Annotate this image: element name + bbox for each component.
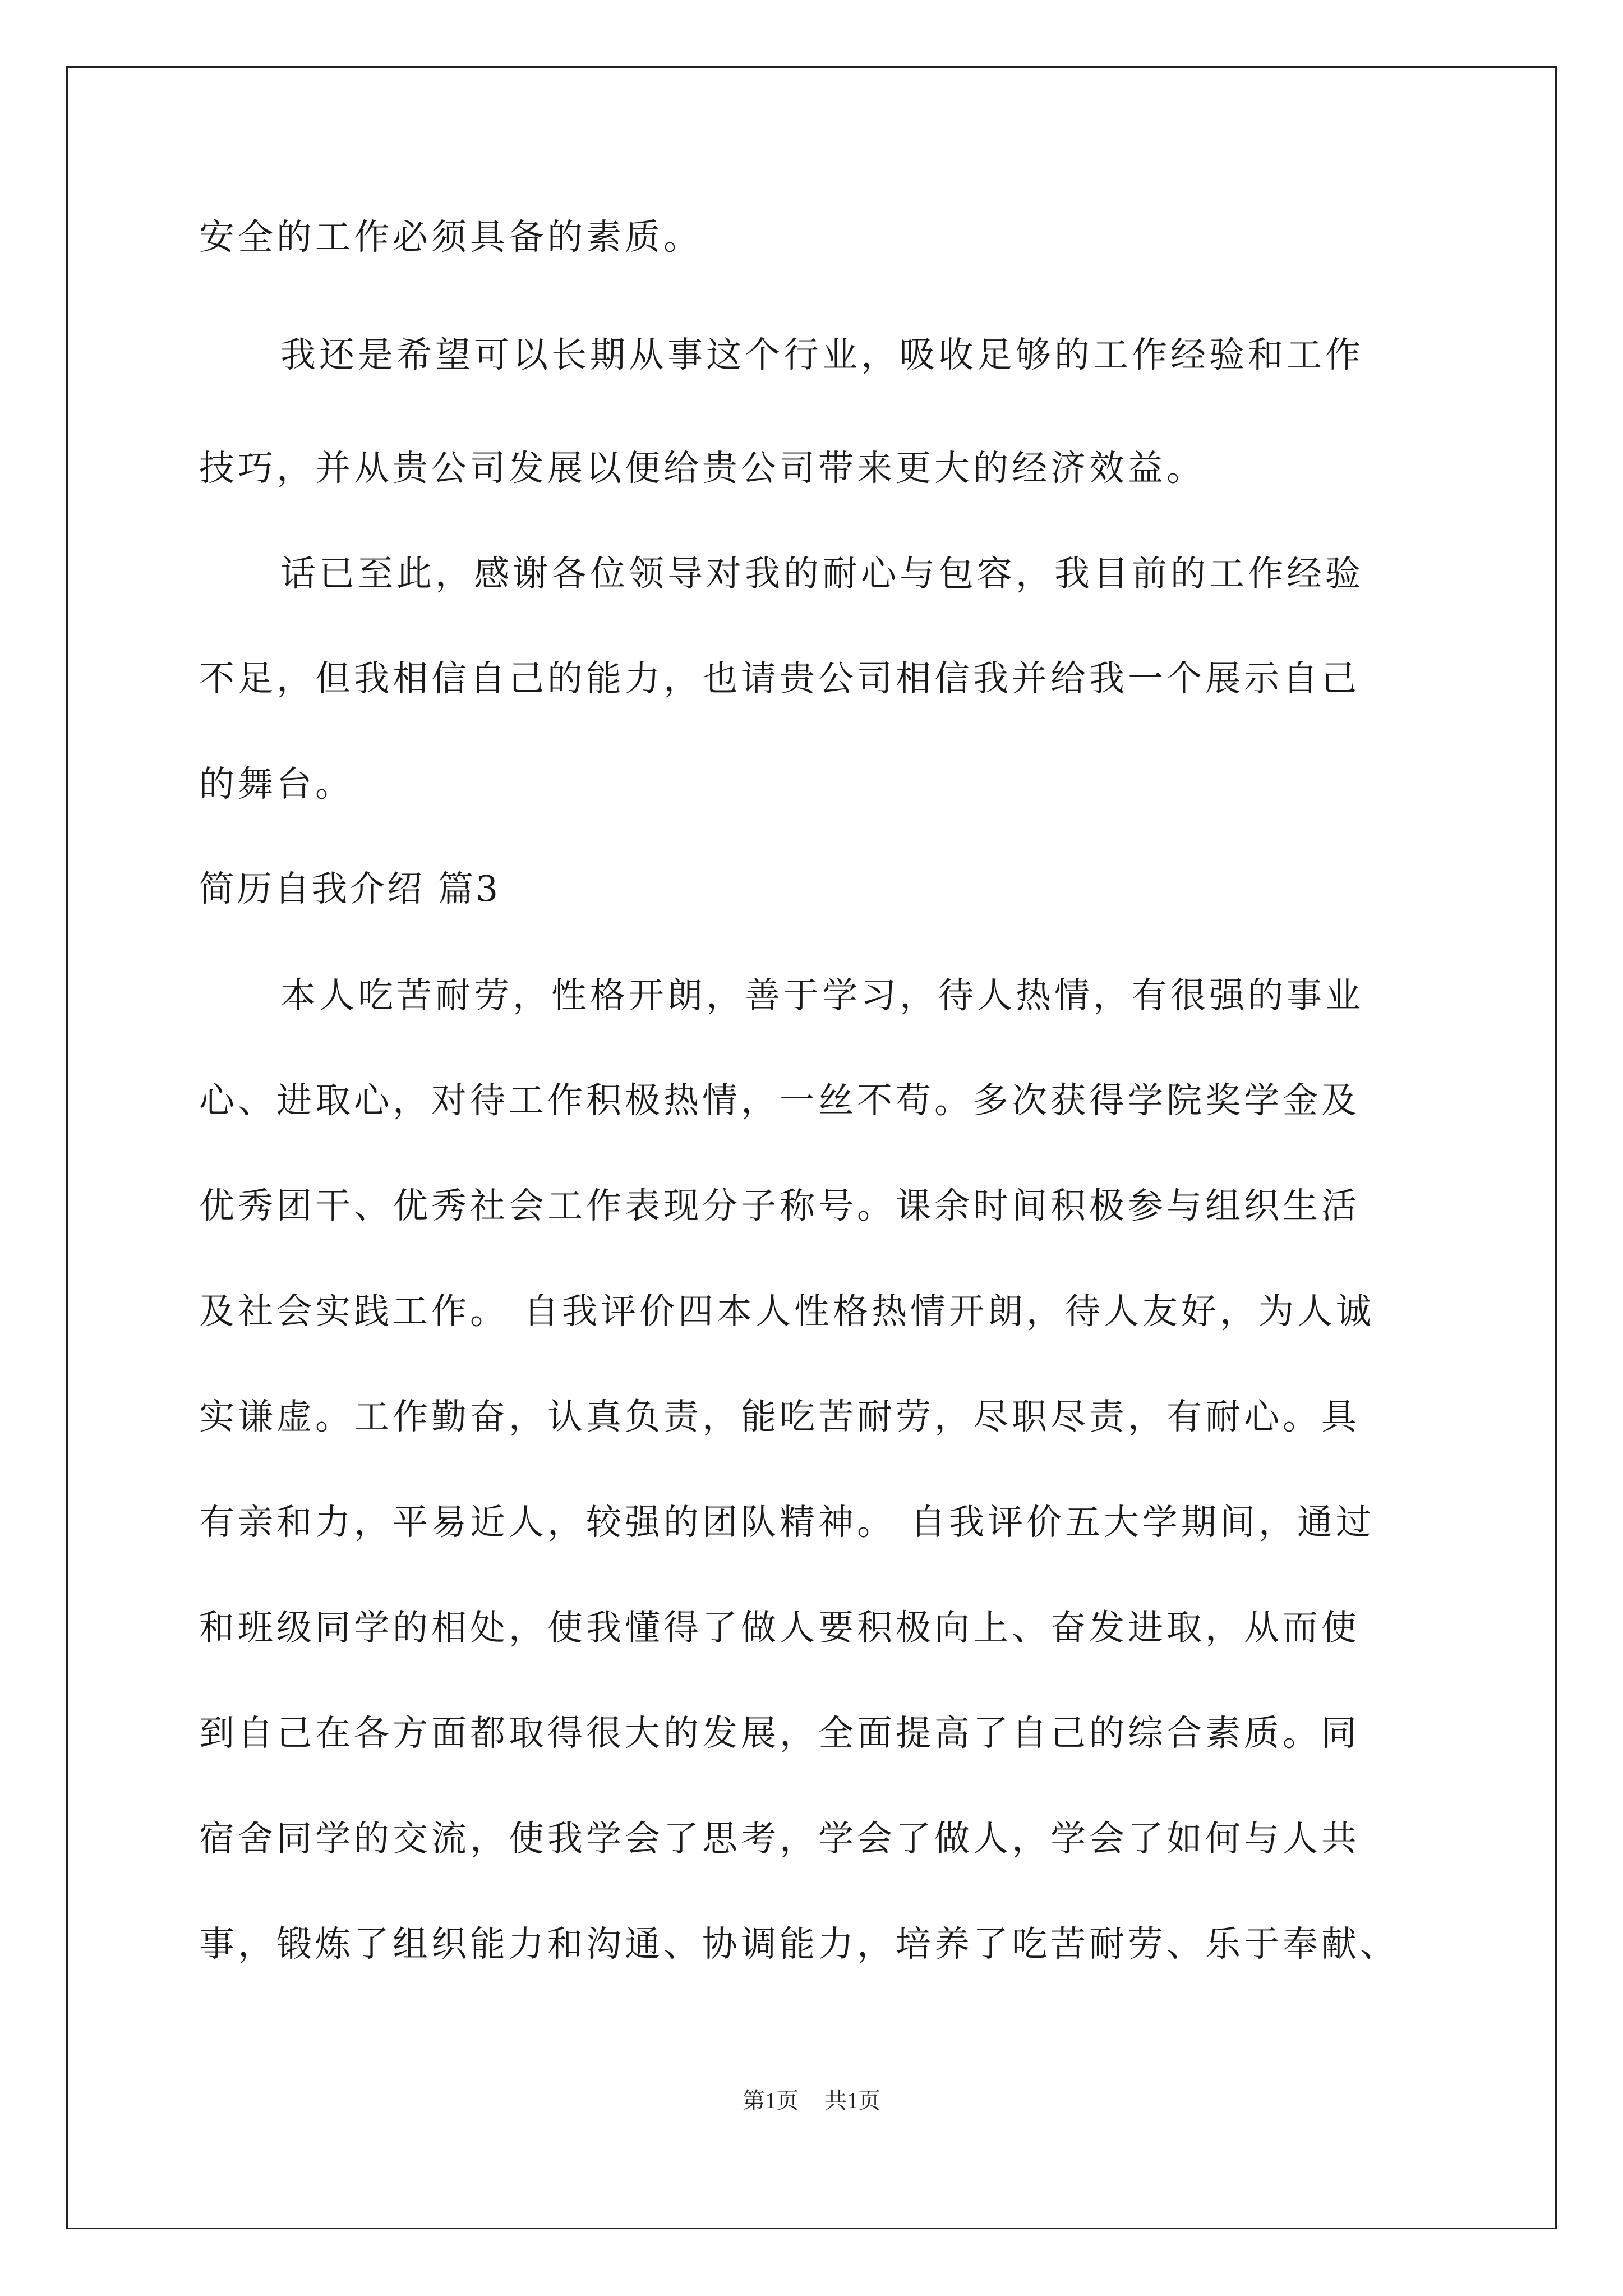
text-line: 和班级同学的相处，使我懂得了做人要积极向上、奋发进取，从而使 (199, 1607, 1360, 1648)
text-line: 不足，但我相信自己的能力，也请贵公司相信我并给我一个展示自己 (199, 658, 1360, 699)
text-line: 到自己在各方面都取得很大的发展，全面提高了自己的综合素质。同 (199, 1713, 1360, 1754)
text-line: 事，锻炼了组织能力和沟通、协调能力，培养了吃苦耐劳、乐于奉献、 (199, 1924, 1399, 1964)
text-line: 实谦虚。工作勤奋，认真负责，能吃苦耐劳，尽职尽责，有耐心。具 (199, 1396, 1360, 1437)
text-line: 优秀团干、优秀社会工作表现分子称号。课余时间积极参与组织生活 (199, 1185, 1360, 1226)
page-total: 共1页 (824, 2088, 880, 2113)
paragraph-first-line: 话已至此，感谢各位领导对我的耐心与包容，我目前的工作经验 (280, 553, 1364, 594)
page-number: 第1页 (743, 2088, 799, 2113)
text-line: 及社会实践工作。 自我评价四本人性格热情开朗，待人友好，为人诚 (199, 1291, 1375, 1332)
text-line: 有亲和力，平易近人，较强的团队精神。 自我评价五大学期间，通过 (199, 1502, 1375, 1543)
paragraph-first-line: 我还是希望可以长期从事这个行业，吸收足够的工作经验和工作 (280, 334, 1364, 375)
page-border (66, 66, 1557, 2229)
text-line: 的舞台。 (199, 763, 354, 804)
page-footer (0, 2087, 1623, 2115)
text-line: 宿舍同学的交流，使我学会了思考，学会了做人，学会了如何与人共 (199, 1818, 1360, 1859)
paragraph-first-line: 本人吃苦耐劳，性格开朗，善于学习，待人热情，有很强的事业 (280, 975, 1364, 1016)
section-heading: 简历自我介绍 篇3 (199, 868, 501, 909)
text-line: 心、进取心，对待工作积极热情，一丝不苟。多次获得学院奖学金及 (199, 1080, 1360, 1121)
text-line: 技巧，并从贵公司发展以便给贵公司带来更大的经济效益。 (199, 448, 1205, 489)
text-line: 安全的工作必须具备的素质。 (199, 217, 702, 257)
